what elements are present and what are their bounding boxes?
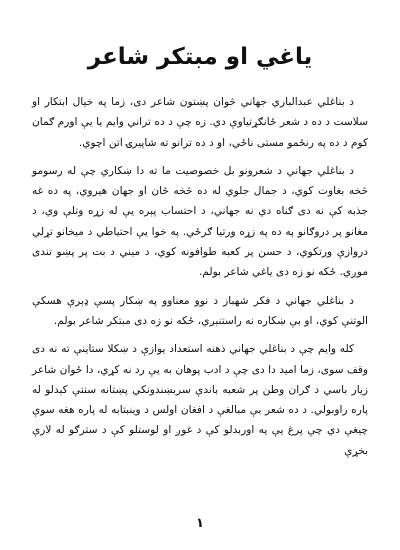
page-number: ١ [196, 516, 204, 531]
paragraph-4: کله وايم چې د بناغلي جهاني ذهنه استعداد يوازې د ښکلا ستاينې ته نه دی وقف سوی، زما اميد دا دی چې د ادب پوهان به يې رد نه کړي، دا ځوان شاعر زيار باسي د ګران وطن پر شعبه باندې سربښندونکي پښتانه سنتې کېدلو له پاره راوبولي. د ده شعر بې مبالغې د افغان اولس د وينبتابه له پاره هغه سوې چيغې دي چې پرغ يې په اوربدلو کې د غوږ او لوستلو کې د سترګو له لارې بخړې [32, 343, 368, 457]
paragraph-3: د بناغلي جهاني د فکر شهباز د نوو معناوو په ښکار پسې ډېرې هسکې الوتنې کوي، او بې ښکاره نه راستنېږي، ځکه نو زه دی مبتکر شاعر بولم. [32, 294, 368, 327]
paragraph-1: د بناغلي عبدالباري جهاني څوان پښتون شاعر دی، زما په خيال ابتکار او سلاست د ده د شعر ځانګړتياوې دي. زه چې د ده تراني وايم يا يې اورم ګمان کوم د ده په رنځمو مستى ناځي، او د ده ترانو ته شاپيرۍ اتن اچوي. [32, 96, 368, 149]
page-title: ياغي او مبتكر شاعر [87, 44, 313, 70]
document-body [32, 92, 368, 469]
paragraph-2: د بناغلي جهاني د شعرونو بل خصوصيت ما ته دا ښکاري چې له رسومو څخه بغاوت کوي، د جمال جلوي له ده څخه ځان او جهان هيروي، په ده غه جذبه کې نه دى ګناه دي نه جهاني، د احتساب پېره يې له زړه وتلې وي، د مغانو پر دروګانو په ده په زړه ورتيا ګرځي. په خوا يې احتياطي د ميخانو تړلي دروازې ورتکوي، د حسن پر کعبه طوافونه کوي، د ميني د بت پر پښو تندی موږي. ځکه نو زه دی ياغي شاعر بولم. [32, 164, 368, 279]
